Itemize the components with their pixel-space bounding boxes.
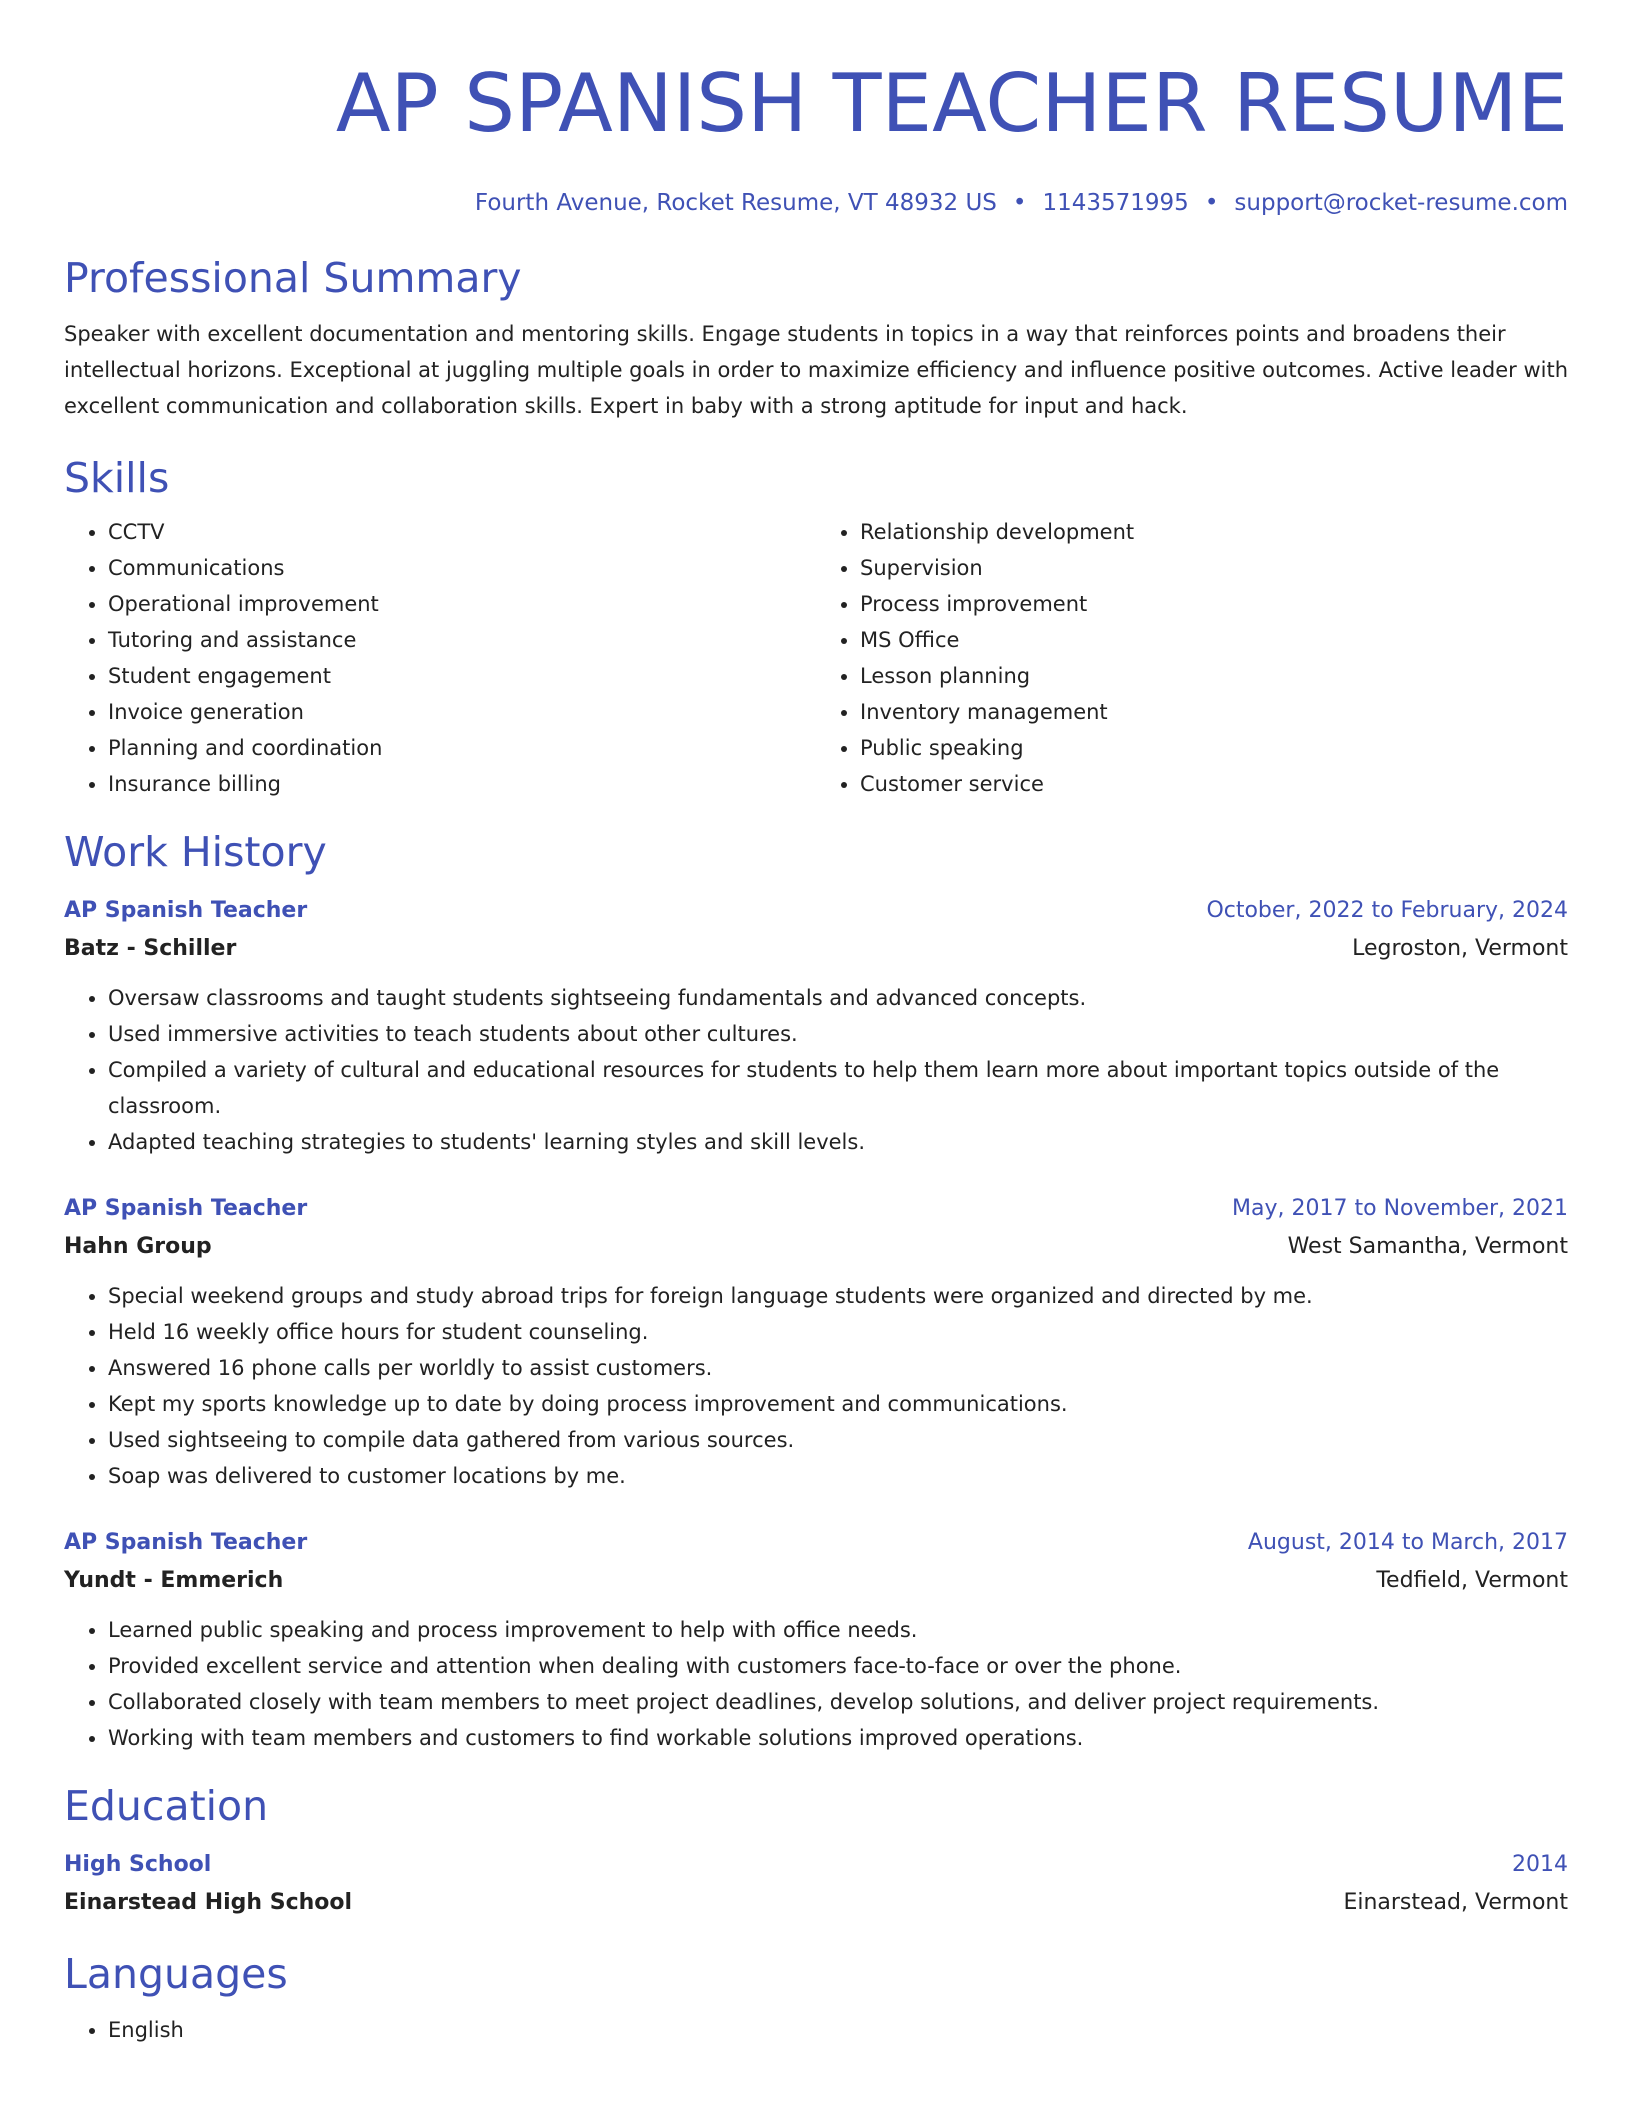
skills-heading: Skills — [64, 454, 170, 502]
skill-item: • Public speaking — [860, 730, 1568, 766]
job-duty: • Answered 16 phone calls per worldly to assist customers. — [108, 1350, 1568, 1386]
skill-item: • Operational improvement — [108, 586, 816, 622]
skill-item: • Process improvement — [860, 586, 1568, 622]
job-company-row — [64, 1228, 1568, 1266]
job-duties — [64, 1278, 1568, 1494]
job-entry — [64, 892, 1568, 1160]
job-duty: • Used immersive activities to teach students about other cultures. — [108, 1016, 1568, 1052]
skill-item: • Planning and coordination — [108, 730, 816, 766]
education-entry — [64, 1846, 1568, 1922]
education-header-row — [64, 1846, 1568, 1884]
skill-item: • Invoice generation — [108, 694, 816, 730]
language-item: • English — [108, 2012, 1568, 2048]
contact-address: Fourth Avenue, Rocket Resume, VT 48932 US — [474, 190, 997, 216]
job-location: Legroston, Vermont — [1352, 936, 1568, 961]
job-duty: • Provided excellent service and attention when dealing with customers face-to-face or over the phone. — [108, 1648, 1568, 1684]
job-entry — [64, 1190, 1568, 1494]
skill-item: • Relationship development — [860, 514, 1568, 550]
job-company-row — [64, 930, 1568, 968]
skill-item: • Student engagement — [108, 658, 816, 694]
job-duty: • Working with team members and customers to find workable solutions improved operations. — [108, 1720, 1568, 1756]
job-company: Hahn Group — [64, 1234, 212, 1259]
job-title: AP Spanish Teacher — [64, 1530, 308, 1555]
education-degree: High School — [64, 1852, 212, 1877]
job-duty: • Used sightseeing to compile data gathered from various sources. — [108, 1422, 1568, 1458]
job-dates: August, 2014 to March, 2017 — [1247, 1530, 1568, 1555]
skill-item: • Insurance billing — [108, 766, 816, 802]
education-heading: Education — [64, 1782, 269, 1830]
job-header-row — [64, 1524, 1568, 1562]
skills-column-right — [816, 514, 1568, 802]
work-history-heading: Work History — [64, 828, 327, 876]
skills-column-left — [64, 514, 816, 802]
job-company: Batz - Schiller — [64, 936, 237, 961]
job-duties — [64, 1612, 1568, 1756]
skill-item: • CCTV — [108, 514, 816, 550]
resume-header — [64, 0, 1568, 218]
education-location: Einarstead, Vermont — [1343, 1890, 1568, 1915]
skills-list — [64, 514, 1568, 802]
job-title: AP Spanish Teacher — [64, 1196, 308, 1221]
skill-item: • Inventory management — [860, 694, 1568, 730]
job-location: Tedfield, Vermont — [1376, 1568, 1568, 1593]
job-duty: • Collaborated closely with team members to meet project deadlines, develop solutions, and deliver project requirements. — [108, 1684, 1568, 1720]
job-duty: • Compiled a variety of cultural and educational resources for students to help them learn more about important topics outside of the classroom. — [108, 1052, 1568, 1124]
contact-email[interactable]: support@rocket-resume.com — [1234, 190, 1568, 216]
job-duty: • Soap was delivered to customer locations by me. — [108, 1458, 1568, 1494]
job-duty: • Held 16 weekly office hours for student counseling. — [108, 1314, 1568, 1350]
job-duty: • Special weekend groups and study abroad trips for foreign language students were organized and directed by me. — [108, 1278, 1568, 1314]
bullet-separator: • — [1204, 190, 1219, 216]
job-dates: May, 2017 to November, 2021 — [1232, 1196, 1568, 1221]
education-year: 2014 — [1512, 1852, 1568, 1877]
skill-item: • Communications — [108, 550, 816, 586]
job-company-row — [64, 1562, 1568, 1600]
skill-item: • Lesson planning — [860, 658, 1568, 694]
job-dates: October, 2022 to February, 2024 — [1206, 898, 1568, 923]
skill-item: • Supervision — [860, 550, 1568, 586]
languages-list — [64, 2012, 1568, 2048]
skill-item: • MS Office — [860, 622, 1568, 658]
job-header-row — [64, 1190, 1568, 1228]
professional-summary-text: Speaker with excellent documentation and mentoring skills. Engage students in topics in a way that reinforces points and broadens their intellectual horizons. Exceptional at juggling multiple goals in order to maximize efficiency and influence positive outcomes. Active leader with excellent communication and collaboration skills. Expert in baby with a strong aptitude for input and hack. — [64, 322, 1569, 418]
professional-summary-heading: Professional Summary — [64, 254, 522, 302]
skill-item: • Customer service — [860, 766, 1568, 802]
job-header-row — [64, 892, 1568, 930]
languages-heading: Languages — [64, 1950, 288, 1998]
resume-title: AP SPANISH TEACHER RESUME — [335, 57, 1568, 150]
job-duty: • Kept my sports knowledge up to date by doing process improvement and communications. — [108, 1386, 1568, 1422]
education-school-row — [64, 1884, 1568, 1922]
contact-phone[interactable]: 1143571995 — [1042, 190, 1189, 216]
job-title: AP Spanish Teacher — [64, 898, 308, 923]
job-duty: • Learned public speaking and process improvement to help with office needs. — [108, 1612, 1568, 1648]
education-school: Einarstead High School — [64, 1890, 353, 1915]
skill-item: • Tutoring and assistance — [108, 622, 816, 658]
bullet-separator: • — [1012, 190, 1027, 216]
job-entry — [64, 1524, 1568, 1756]
job-location: West Samantha, Vermont — [1287, 1234, 1568, 1259]
job-duty: • Adapted teaching strategies to students' learning styles and skill levels. — [108, 1124, 1568, 1160]
job-duties — [64, 980, 1568, 1160]
job-duty: • Oversaw classrooms and taught students sightseeing fundamentals and advanced concepts. — [108, 980, 1568, 1016]
job-company: Yundt - Emmerich — [64, 1568, 284, 1593]
contact-line — [64, 188, 1568, 218]
